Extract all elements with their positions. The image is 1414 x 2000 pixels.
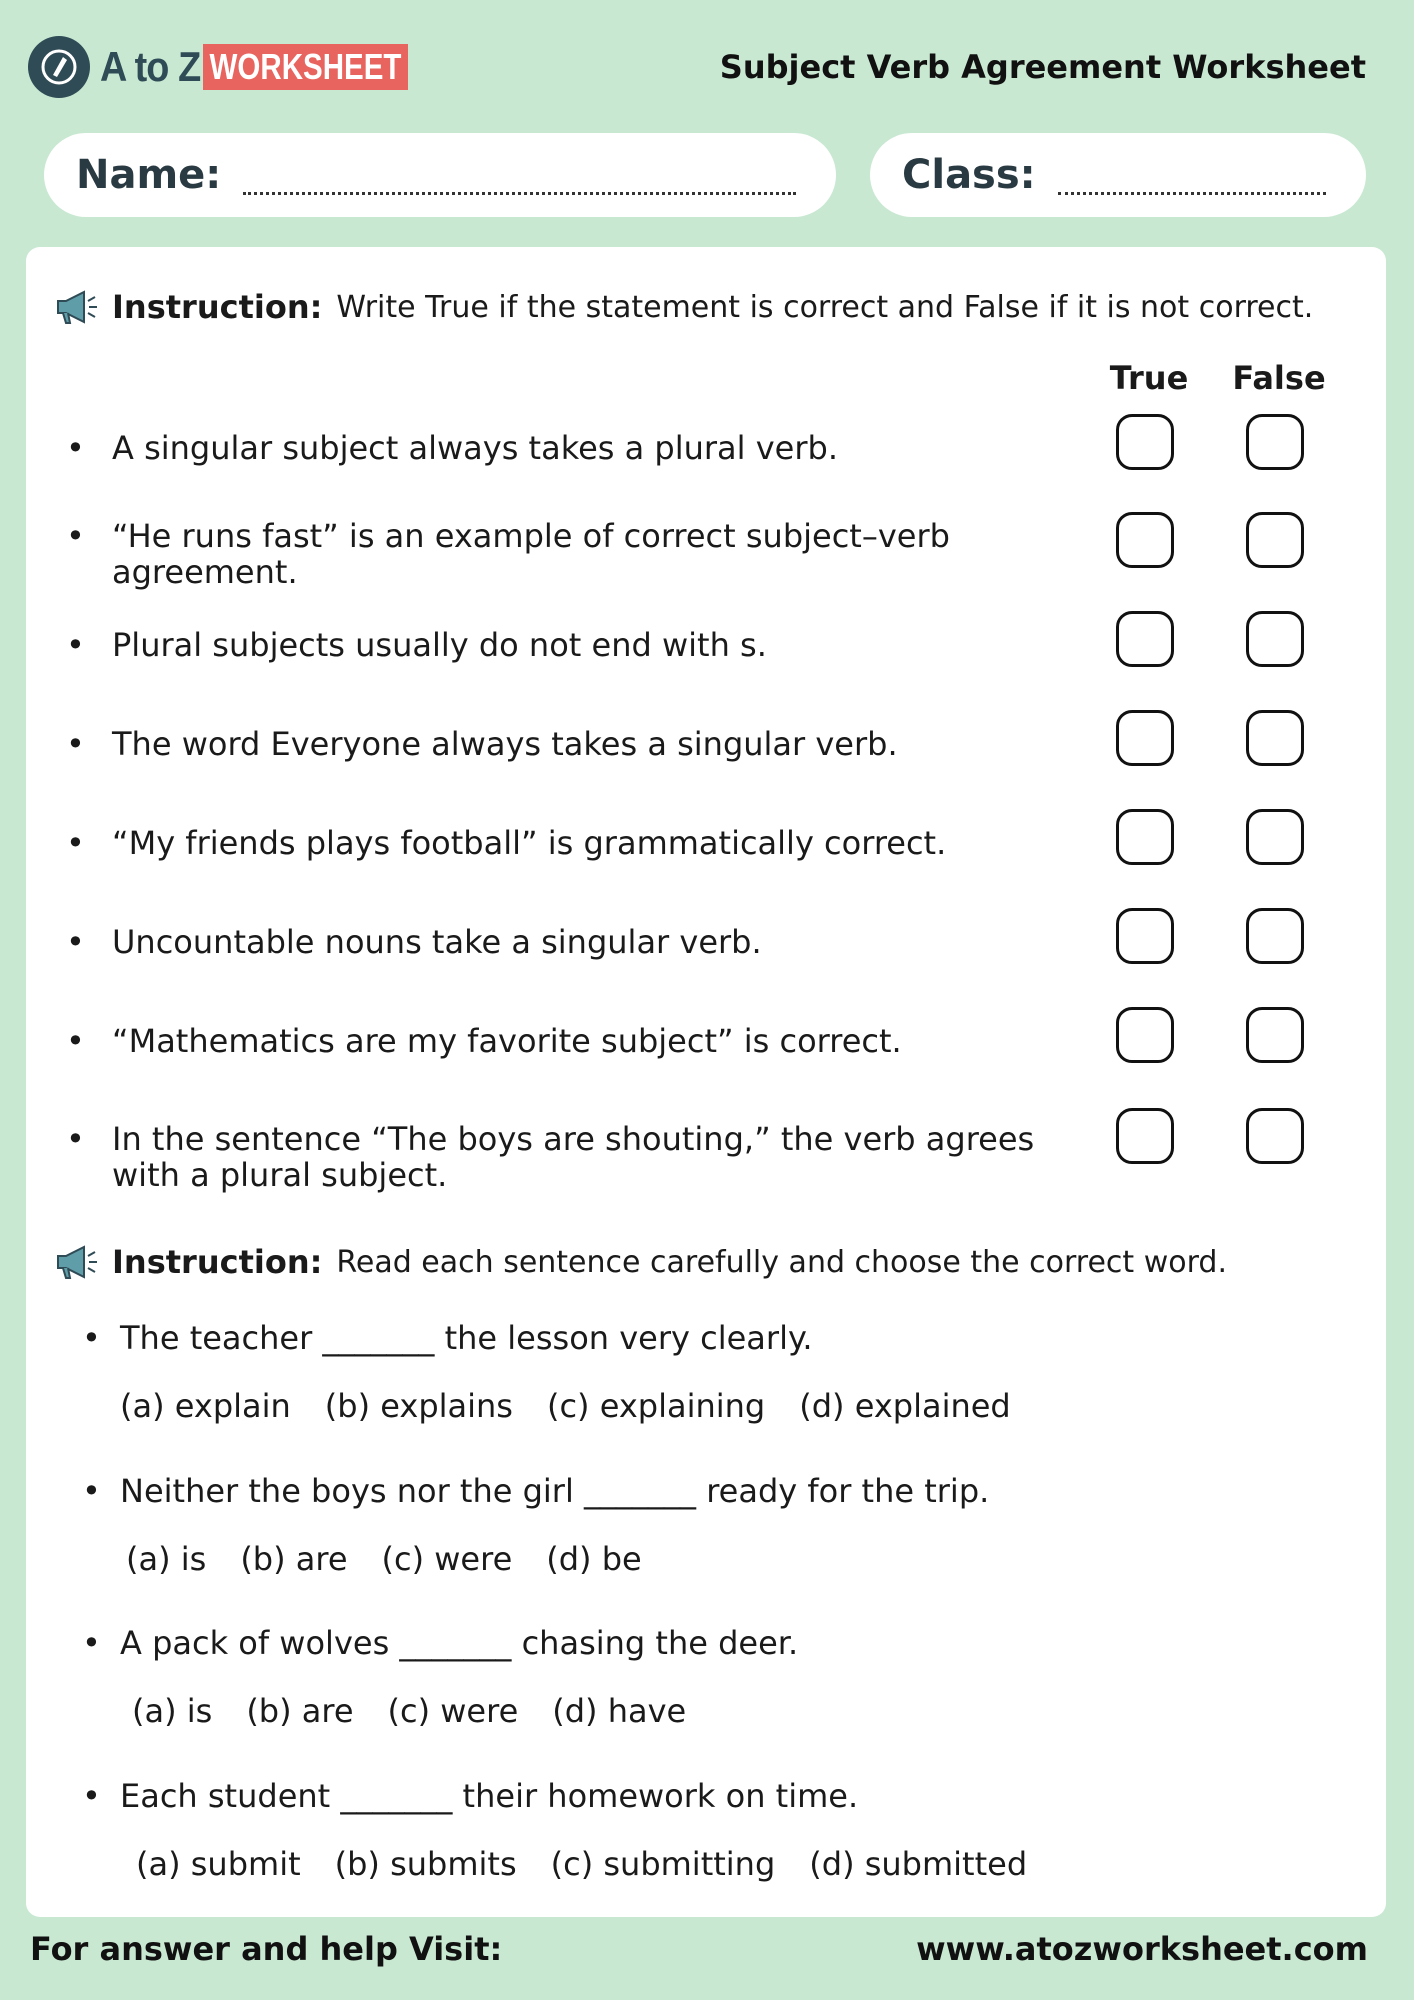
statement-text: • In the sentence “The boys are shouting,” the verb agrees with a plural subject. bbox=[112, 1120, 1035, 1194]
mcq-option[interactable]: (d) be bbox=[546, 1540, 642, 1578]
instruction-label: Instruction: bbox=[112, 288, 323, 326]
class-write-line[interactable] bbox=[1058, 192, 1326, 195]
instruction-true-false bbox=[54, 287, 1313, 327]
mcq-options bbox=[82, 1692, 1282, 1730]
false-column-header: False bbox=[1232, 359, 1326, 397]
mcq-option[interactable]: (c) explaining bbox=[546, 1387, 766, 1425]
true-checkbox[interactable] bbox=[1116, 1108, 1174, 1164]
instruction-label: Instruction: bbox=[112, 1243, 323, 1281]
mcq-options bbox=[82, 1845, 1282, 1883]
worksheet-title: Subject Verb Agreement Worksheet bbox=[719, 48, 1366, 86]
mcq-option[interactable]: (b) submits bbox=[334, 1845, 517, 1883]
class-label: Class: bbox=[902, 152, 1036, 198]
true-checkbox[interactable] bbox=[1116, 414, 1174, 470]
mcq-option[interactable]: (a) submit bbox=[136, 1845, 301, 1883]
mcq-item bbox=[82, 1472, 1282, 1578]
mcq-option[interactable]: (d) have bbox=[552, 1692, 687, 1730]
footer-website-link[interactable]: www.atozworksheet.com bbox=[916, 1930, 1368, 1968]
mcq-option[interactable]: (a) explain bbox=[120, 1387, 291, 1425]
true-checkbox[interactable] bbox=[1116, 710, 1174, 766]
mcq-question: • The teacher _______ the lesson very clearly. bbox=[82, 1319, 1282, 1357]
page-header bbox=[0, 0, 1414, 130]
name-field[interactable] bbox=[44, 133, 836, 217]
true-checkbox[interactable] bbox=[1116, 611, 1174, 667]
mcq-item bbox=[82, 1624, 1282, 1730]
megaphone-icon bbox=[54, 1242, 98, 1282]
statement-text: • A singular subject always takes a plural verb. bbox=[112, 429, 838, 467]
statement-text: • “He runs fast” is an example of correct subject–verb agreement. bbox=[112, 517, 950, 591]
instruction-choose-word bbox=[54, 1242, 1227, 1282]
mcq-options bbox=[82, 1540, 1282, 1578]
mcq-item bbox=[82, 1777, 1282, 1883]
false-checkbox[interactable] bbox=[1246, 1007, 1304, 1063]
false-checkbox[interactable] bbox=[1246, 512, 1304, 568]
mcq-option[interactable]: (c) were bbox=[387, 1692, 519, 1730]
mcq-option[interactable]: (b) are bbox=[246, 1692, 354, 1730]
mcq-options bbox=[82, 1387, 1282, 1425]
false-checkbox[interactable] bbox=[1246, 414, 1304, 470]
true-checkbox[interactable] bbox=[1116, 908, 1174, 964]
true-column-header: True bbox=[1109, 359, 1189, 397]
true-checkbox[interactable] bbox=[1116, 809, 1174, 865]
statement-text: • Plural subjects usually do not end with s. bbox=[112, 626, 767, 664]
mcq-option[interactable]: (b) explains bbox=[324, 1387, 513, 1425]
instruction-text: Write True if the statement is correct and False if it is not correct. bbox=[336, 289, 1314, 325]
mcq-option[interactable]: (a) is bbox=[126, 1540, 207, 1578]
false-checkbox[interactable] bbox=[1246, 611, 1304, 667]
name-write-line[interactable] bbox=[243, 192, 796, 195]
pencil-logo-icon bbox=[28, 36, 90, 98]
footer-help-text: For answer and help Visit: bbox=[30, 1930, 503, 1968]
true-checkbox[interactable] bbox=[1116, 1007, 1174, 1063]
mcq-option[interactable]: (d) submitted bbox=[809, 1845, 1028, 1883]
statement-text: • Uncountable nouns take a singular verb. bbox=[112, 923, 762, 961]
name-label: Name: bbox=[76, 152, 222, 198]
logo-badge: WORKSHEET bbox=[203, 44, 408, 90]
false-checkbox[interactable] bbox=[1246, 1108, 1304, 1164]
false-checkbox[interactable] bbox=[1246, 908, 1304, 964]
true-checkbox[interactable] bbox=[1116, 512, 1174, 568]
class-field[interactable] bbox=[870, 133, 1366, 217]
mcq-option[interactable]: (c) submitting bbox=[550, 1845, 776, 1883]
site-logo[interactable] bbox=[28, 36, 453, 98]
worksheet-card bbox=[26, 247, 1386, 1917]
mcq-question: • Neither the boys nor the girl _______ ready for the trip. bbox=[82, 1472, 1282, 1510]
mcq-option[interactable]: (a) is bbox=[132, 1692, 213, 1730]
statement-text: • “Mathematics are my favorite subject” is correct. bbox=[112, 1022, 902, 1060]
mcq-option[interactable]: (d) explained bbox=[799, 1387, 1011, 1425]
mcq-item bbox=[82, 1319, 1282, 1425]
megaphone-icon bbox=[54, 287, 98, 327]
statement-text: • “My friends plays football” is grammatically correct. bbox=[112, 824, 947, 862]
mcq-question: • Each student _______ their homework on time. bbox=[82, 1777, 1282, 1815]
mcq-option[interactable]: (b) are bbox=[240, 1540, 348, 1578]
logo-text: A to Z bbox=[100, 43, 201, 90]
instruction-text: Read each sentence carefully and choose the correct word. bbox=[336, 1244, 1228, 1280]
statement-text: • The word Everyone always takes a singular verb. bbox=[112, 725, 898, 763]
false-checkbox[interactable] bbox=[1246, 710, 1304, 766]
mcq-option[interactable]: (c) were bbox=[381, 1540, 513, 1578]
false-checkbox[interactable] bbox=[1246, 809, 1304, 865]
mcq-question: • A pack of wolves _______ chasing the deer. bbox=[82, 1624, 1282, 1662]
